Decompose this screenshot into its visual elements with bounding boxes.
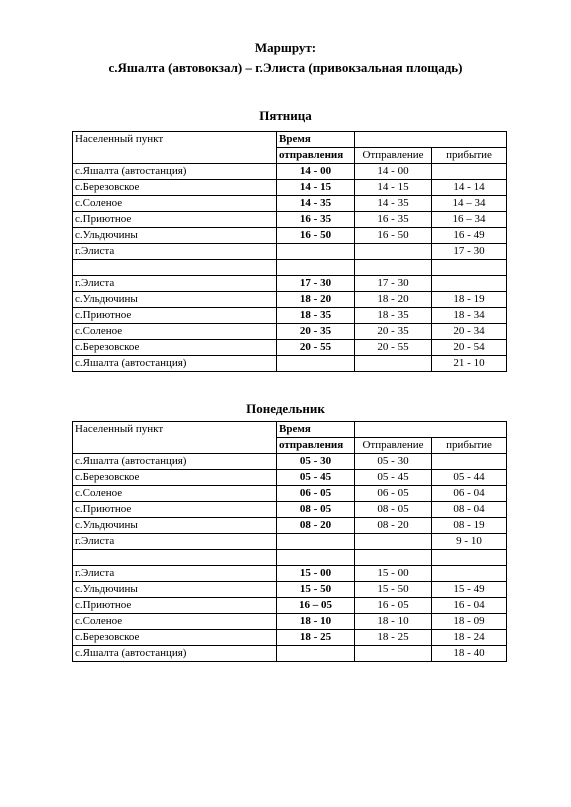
arrival-cell: 15 - 49 [432,582,507,598]
departure-cell: 14 - 00 [355,164,432,180]
settlement-cell: г.Элиста [73,566,277,582]
header-time-line1: Время [277,422,355,438]
arrival-cell [432,276,507,292]
settlement-cell: с.Приютное [73,308,277,324]
settlement-cell: с.Ульдючины [73,292,277,308]
header-time-line1: Время [277,132,355,148]
departure-cell: 14 - 15 [355,180,432,196]
departure-time-cell [277,356,355,372]
departure-cell: 18 - 20 [355,292,432,308]
table-row [73,164,507,180]
day-heading-friday: Пятница [259,108,312,123]
header-time-line2: отправления [277,438,355,454]
separator-row [73,550,507,566]
arrival-cell: 08 - 19 [432,518,507,534]
rows-outbound [73,454,507,550]
settlement-cell: с.Березовское [73,470,277,486]
departure-time-cell: 18 - 20 [277,292,355,308]
arrival-cell: 08 - 04 [432,502,507,518]
settlement-cell: с.Соленое [73,324,277,340]
header-blank [355,132,507,148]
header-arrival: прибытие [432,148,507,164]
departure-time-cell: 18 - 25 [277,630,355,646]
arrival-cell: 18 - 19 [432,292,507,308]
departure-cell [355,646,432,662]
departure-time-cell: 18 - 35 [277,308,355,324]
departure-cell: 16 - 50 [355,228,432,244]
departure-time-cell: 17 - 30 [277,276,355,292]
table-row [73,228,507,244]
table-row [73,534,507,550]
departure-cell: 05 - 45 [355,470,432,486]
arrival-cell: 14 – 34 [432,196,507,212]
departure-time-cell: 14 - 15 [277,180,355,196]
route-description: с.Яшалта (автовокзал) – г.Элиста (привокзальная площадь) [108,60,463,75]
departure-time-cell: 16 – 05 [277,598,355,614]
settlement-cell: с.Ульдючины [73,518,277,534]
header-settlement: Населенный пункт [73,132,277,164]
departure-cell: 14 - 35 [355,196,432,212]
departure-cell: 18 - 25 [355,630,432,646]
departure-cell: 06 - 05 [355,486,432,502]
arrival-cell: 20 - 34 [432,324,507,340]
arrival-cell: 14 - 14 [432,180,507,196]
table-row [73,598,507,614]
table-row [73,356,507,372]
departure-time-cell: 05 - 30 [277,454,355,470]
day-heading-monday: Понедельник [246,401,325,416]
table-row [73,614,507,630]
header-settlement: Населенный пункт [73,422,277,454]
departure-time-cell [277,646,355,662]
departure-time-cell [277,244,355,260]
table-row [73,582,507,598]
settlement-cell: с.Яшалта (автостанция) [73,356,277,372]
table-row [73,518,507,534]
settlement-cell: г.Элиста [73,276,277,292]
departure-time-cell: 15 - 00 [277,566,355,582]
table-row [73,212,507,228]
header-departure: Отправление [355,148,432,164]
arrival-cell [432,164,507,180]
settlement-cell: с.Ульдючины [73,228,277,244]
settlement-cell: г.Элиста [73,534,277,550]
settlement-cell: с.Приютное [73,502,277,518]
departure-time-cell: 08 - 05 [277,502,355,518]
arrival-cell: 18 - 34 [432,308,507,324]
header-blank [355,422,507,438]
departure-time-cell: 18 - 10 [277,614,355,630]
arrival-cell: 9 - 10 [432,534,507,550]
departure-time-cell: 20 - 55 [277,340,355,356]
arrival-cell: 20 - 54 [432,340,507,356]
departure-cell: 08 - 05 [355,502,432,518]
arrival-cell: 21 - 10 [432,356,507,372]
settlement-cell: с.Ульдючины [73,582,277,598]
departure-time-cell: 05 - 45 [277,470,355,486]
arrival-cell [432,566,507,582]
table-row [73,196,507,212]
settlement-cell: с.Березовское [73,630,277,646]
arrival-cell: 05 - 44 [432,470,507,486]
departure-time-cell: 14 - 00 [277,164,355,180]
departure-cell: 20 - 55 [355,340,432,356]
departure-cell: 17 - 30 [355,276,432,292]
arrival-cell: 16 – 34 [432,212,507,228]
rows-return [73,566,507,662]
departure-cell [355,356,432,372]
settlement-cell: с.Приютное [73,212,277,228]
departure-time-cell: 16 - 35 [277,212,355,228]
table-row [73,486,507,502]
table-row [73,324,507,340]
settlement-cell: г.Элиста [73,244,277,260]
table-row [73,244,507,260]
departure-cell [355,534,432,550]
table-row [73,308,507,324]
departure-cell: 08 - 20 [355,518,432,534]
departure-time-cell: 20 - 35 [277,324,355,340]
departure-time-cell [277,534,355,550]
arrival-cell: 16 - 49 [432,228,507,244]
settlement-cell: с.Соленое [73,614,277,630]
departure-cell: 15 - 00 [355,566,432,582]
settlement-cell: с.Приютное [73,598,277,614]
header-time-line2: отправления [277,148,355,164]
departure-time-cell: 14 - 35 [277,196,355,212]
table-row [73,470,507,486]
table-row [73,180,507,196]
departure-cell [355,244,432,260]
departure-cell: 05 - 30 [355,454,432,470]
arrival-cell: 18 - 40 [432,646,507,662]
departure-time-cell: 16 - 50 [277,228,355,244]
arrival-cell [432,454,507,470]
table-row [73,566,507,582]
departure-time-cell: 15 - 50 [277,582,355,598]
departure-cell: 18 - 35 [355,308,432,324]
arrival-cell: 18 - 24 [432,630,507,646]
route-title: Маршрут: [254,40,317,55]
settlement-cell: с.Яшалта (автостанция) [73,454,277,470]
rows-return [73,276,507,372]
departure-cell: 16 - 35 [355,212,432,228]
settlement-cell: с.Березовское [73,180,277,196]
table-row [73,630,507,646]
departure-time-cell: 06 - 05 [277,486,355,502]
settlement-cell: с.Соленое [73,486,277,502]
arrival-cell: 16 - 04 [432,598,507,614]
table-row [73,340,507,356]
settlement-cell: с.Яшалта (автостанция) [73,646,277,662]
departure-cell: 15 - 50 [355,582,432,598]
schedule-table-monday [72,421,507,662]
table-row [73,502,507,518]
departure-cell: 16 - 05 [355,598,432,614]
schedule-table-friday [72,131,507,372]
settlement-cell: с.Березовское [73,340,277,356]
header-departure: Отправление [355,438,432,454]
table-row [73,646,507,662]
departure-cell: 18 - 10 [355,614,432,630]
table-row [73,292,507,308]
departure-cell: 20 - 35 [355,324,432,340]
settlement-cell: с.Соленое [73,196,277,212]
table-row [73,454,507,470]
header-arrival: прибытие [432,438,507,454]
settlement-cell: с.Яшалта (автостанция) [73,164,277,180]
table-row [73,276,507,292]
separator-row [73,260,507,276]
rows-outbound [73,164,507,260]
departure-time-cell: 08 - 20 [277,518,355,534]
arrival-cell: 17 - 30 [432,244,507,260]
arrival-cell: 18 - 09 [432,614,507,630]
arrival-cell: 06 - 04 [432,486,507,502]
